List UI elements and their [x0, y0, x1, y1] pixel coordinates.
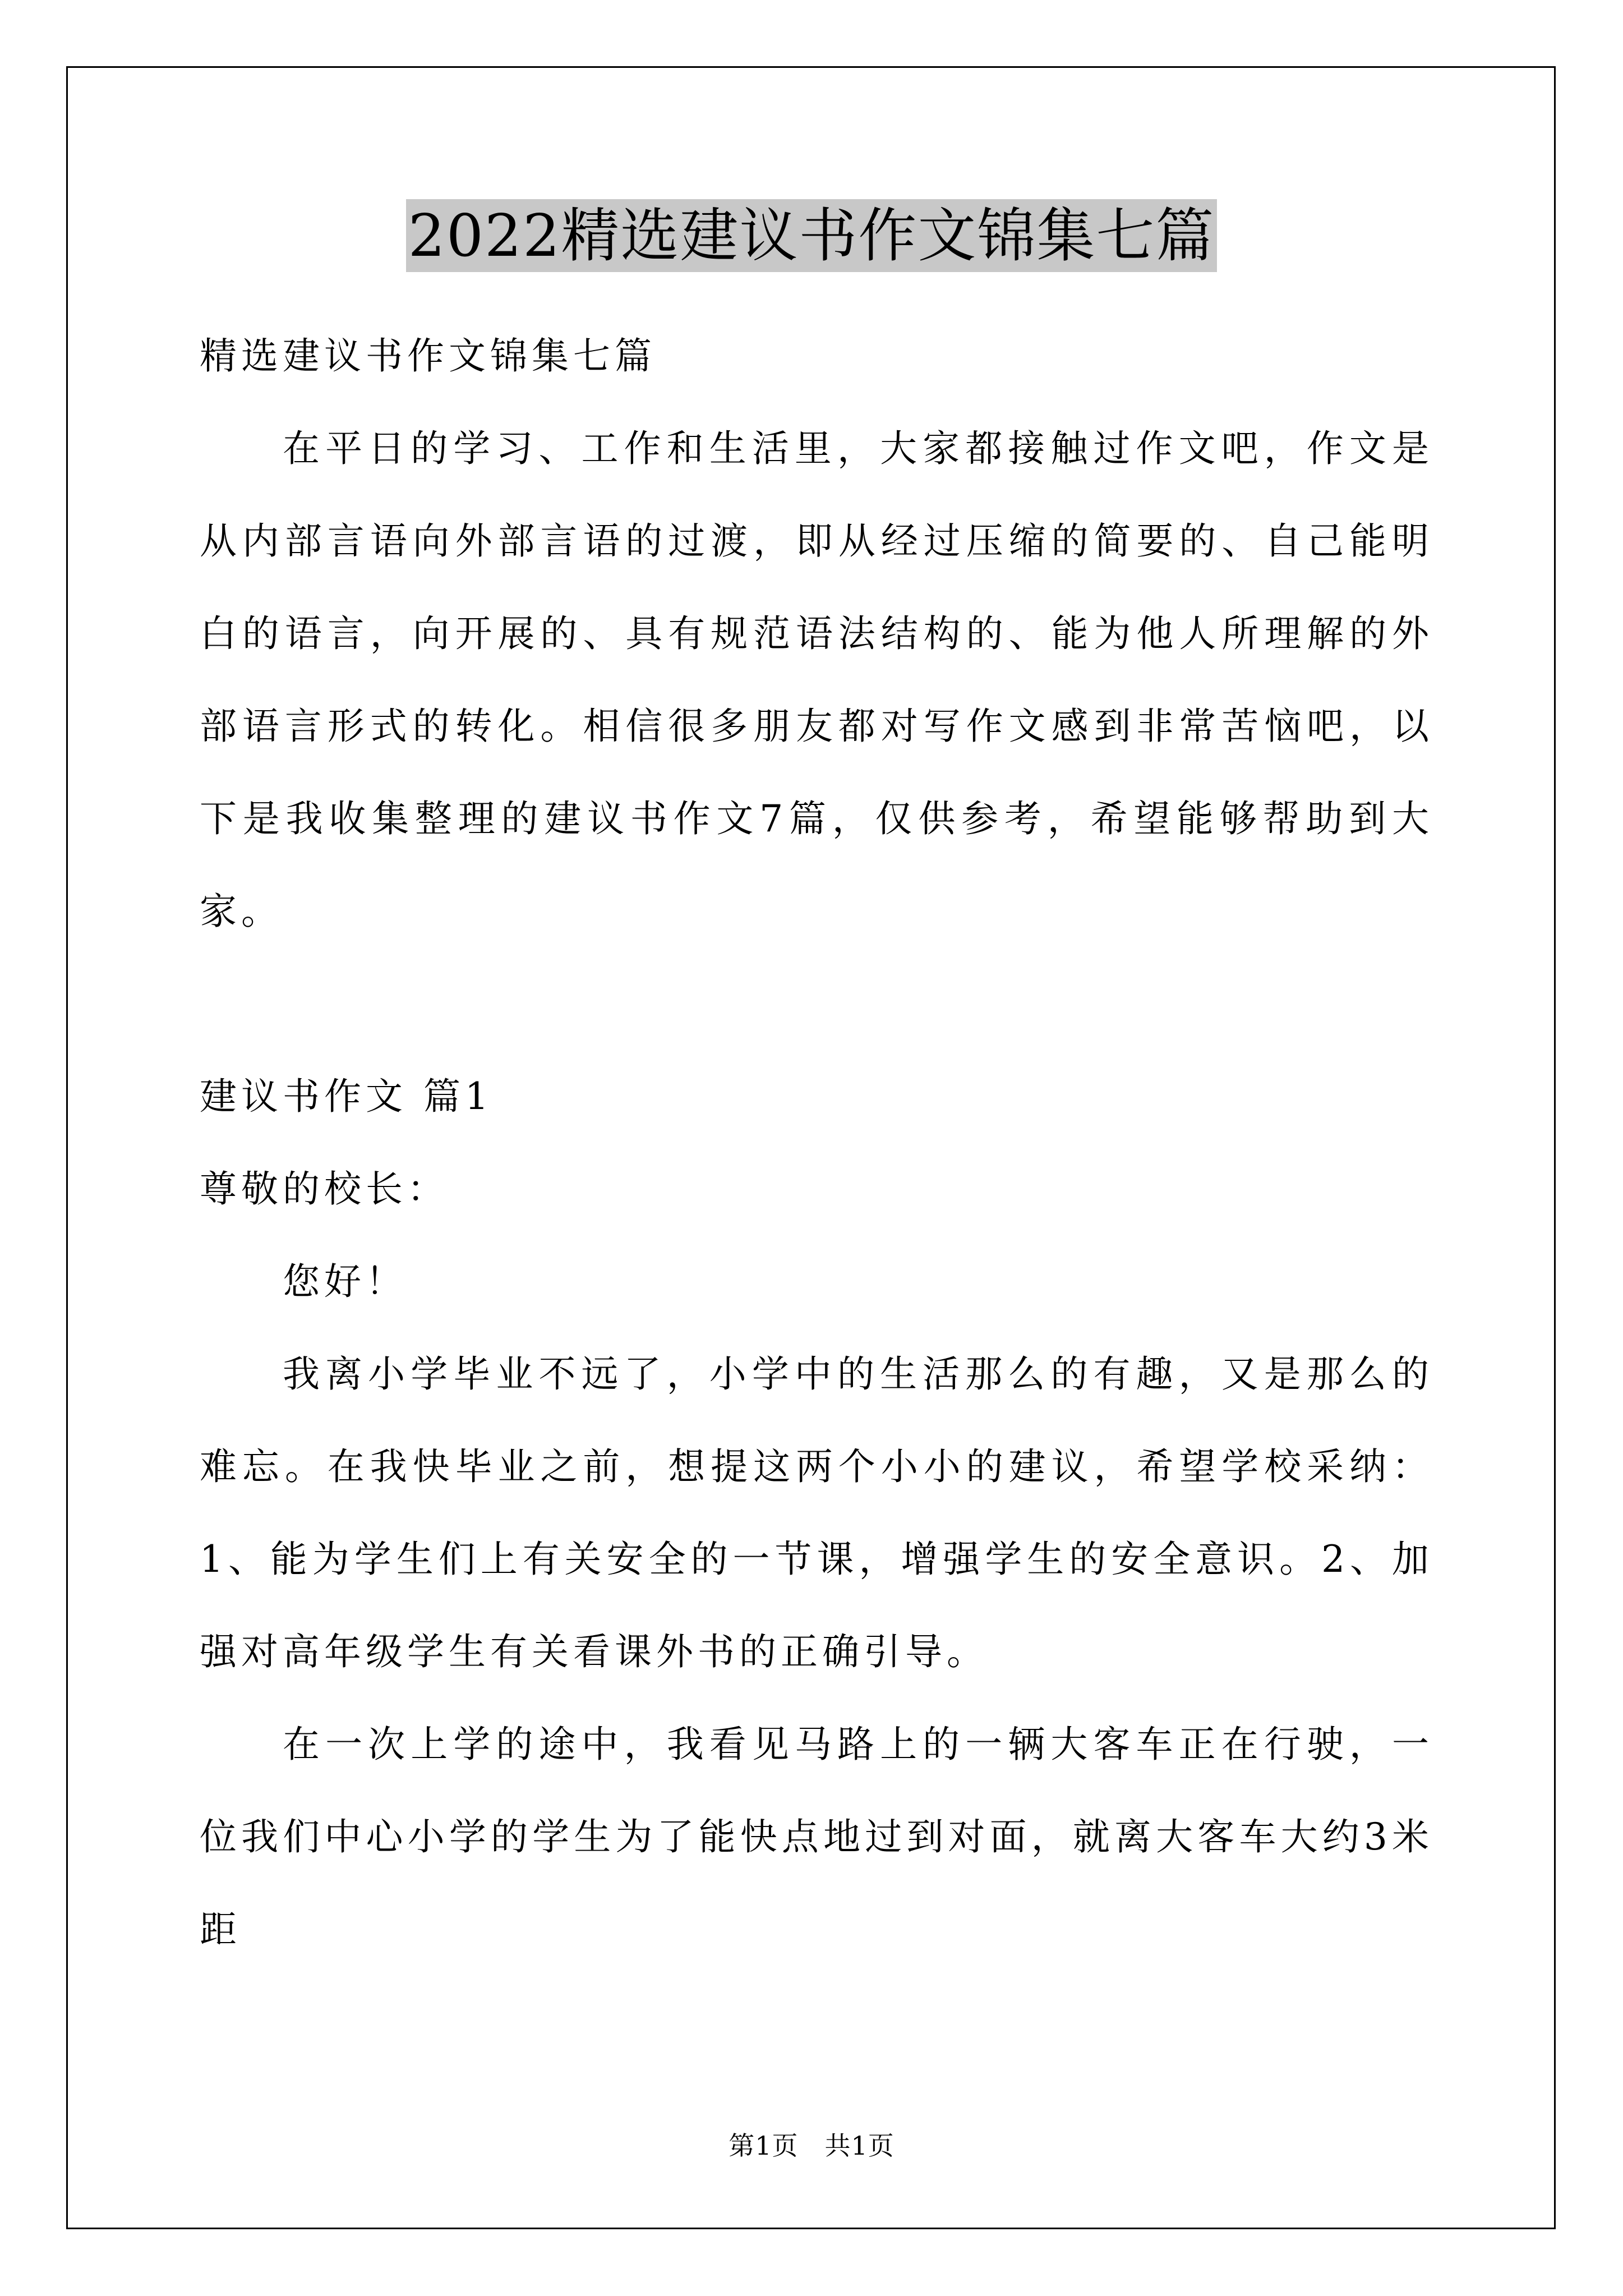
greeting: 您好！: [283, 1260, 407, 1303]
section-heading: 建议书作文 篇1: [200, 1075, 493, 1118]
title-wrap: [0, 199, 1623, 272]
document-body: [200, 310, 1433, 1976]
page-footer: 第1页 共1页: [728, 2131, 895, 2161]
intro-paragraph: 在平日的学习、工作和生活里，大家都接触过作文吧，作文是从内部言语向外部言语的过渡，即从经过压缩的简要的、自己能明白的语言，向开展的、具有规范语法结构的、能为他人所理解的外部语言形式的转化。相信很多朋友都对写作文感到非常苦恼吧，以下是我收集整理的建议书作文7篇，仅供参考，希望能够帮助到大家。: [200, 427, 1433, 933]
document-title: 2022精选建议书作文锦集七篇: [406, 199, 1218, 272]
subtitle: 精选建议书作文锦集七篇: [200, 334, 656, 378]
body-paragraph: 在一次上学的途中，我看见马路上的一辆大客车正在行驶，一位我们中心小学的学生为了能快点地过到对面，就离大客车大约3米距: [200, 1723, 1433, 1951]
salutation: 尊敬的校长：: [200, 1167, 449, 1211]
body-paragraph: 我离小学毕业不远了，小学中的生活那么的有趣，又是那么的难忘。在我快毕业之前，想提这两个小小的建议，希望学校采纳：1、能为学生们上有关安全的一节课，增强学生的安全意识。2、加强对高年级学生有关看课外书的正确引导。: [200, 1352, 1433, 1673]
spacer: [200, 958, 1433, 1050]
